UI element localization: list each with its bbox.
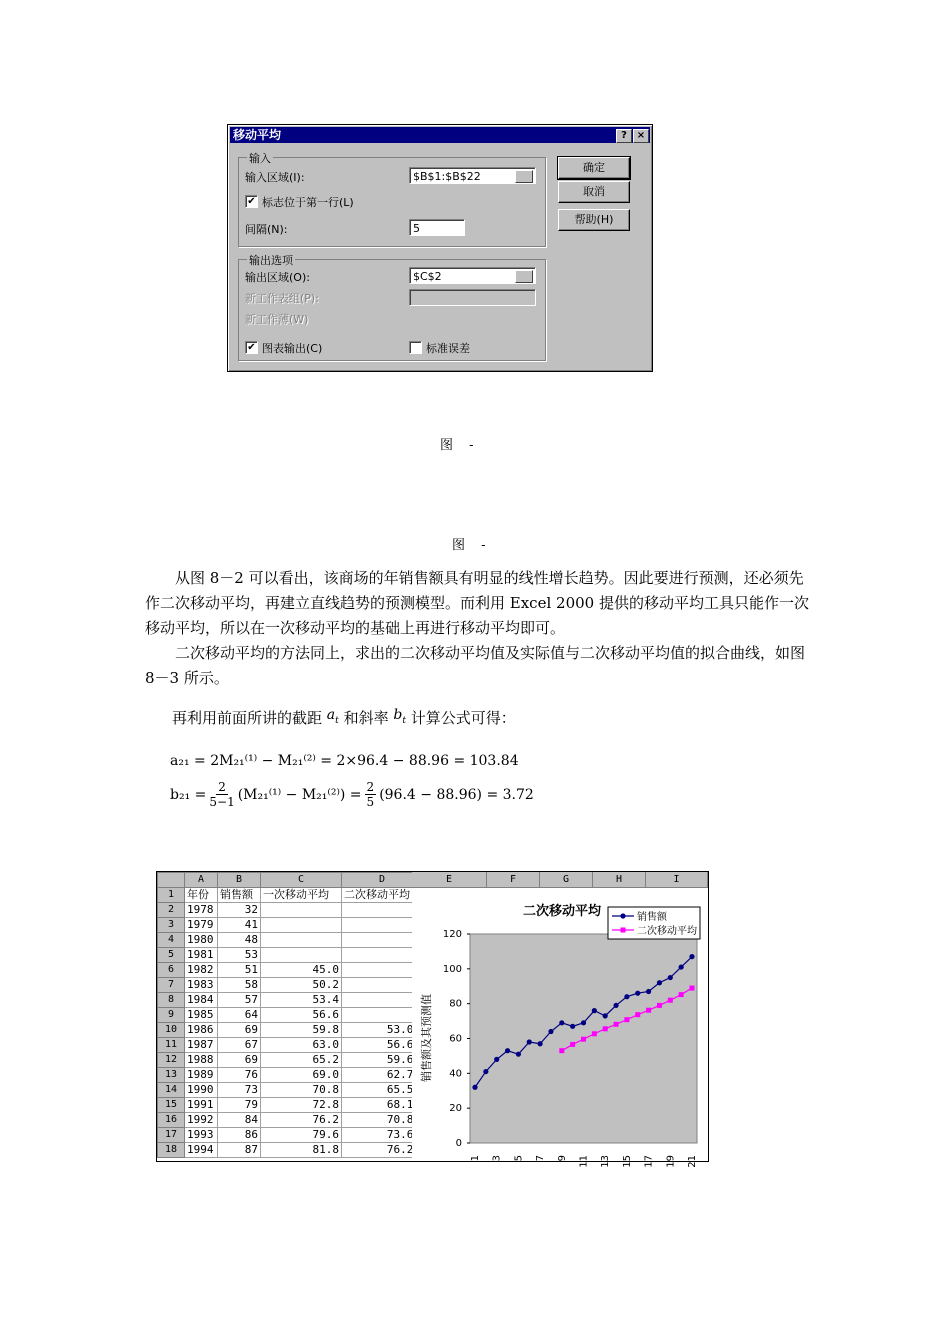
cell[interactable]: 79.6 [261, 1128, 342, 1143]
column-header-H[interactable]: H [593, 872, 646, 887]
cell[interactable]: 一次移动平均 [261, 888, 342, 903]
chart-title: 二次移动平均 [522, 904, 602, 919]
column-header-A[interactable]: A [185, 873, 218, 888]
data-point [646, 1008, 651, 1013]
help-icon[interactable]: ? [616, 129, 632, 143]
ok-button[interactable]: 确定 [558, 157, 630, 179]
cell[interactable]: 63.0 [261, 1038, 342, 1053]
data-point [624, 1017, 629, 1022]
fraction-2: $\frac{2}{5}$ [366, 780, 375, 809]
cell[interactable]: 53 [218, 948, 261, 963]
table-row [158, 1038, 423, 1053]
cell[interactable]: 1979 [185, 918, 218, 933]
cell[interactable]: 1978 [185, 903, 218, 918]
x-tick-label: 7 [535, 1155, 547, 1162]
column-header-B[interactable]: B [218, 873, 261, 888]
cell[interactable]: 56.60 [342, 1038, 423, 1053]
symbol-a: $a_t$ [326, 707, 339, 726]
cell[interactable]: 70.80 [342, 1113, 423, 1128]
table-row [158, 948, 423, 963]
cell[interactable]: 1983 [185, 978, 218, 993]
y-tick-label: 80 [449, 998, 462, 1010]
table-row [158, 1113, 423, 1128]
cell[interactable]: 1991 [185, 1098, 218, 1113]
moving-average-dialog [227, 124, 653, 372]
data-point [538, 1041, 543, 1046]
cell[interactable] [261, 948, 342, 963]
cell[interactable]: 二次移动平均 [342, 888, 423, 903]
table-row [158, 903, 423, 918]
cell[interactable]: 81.8 [261, 1143, 342, 1158]
data-point [646, 989, 651, 994]
cell[interactable]: 65.2 [261, 1053, 342, 1068]
x-tick-label: 13 [600, 1155, 612, 1168]
table-row [158, 978, 423, 993]
cell[interactable]: 62.72 [342, 1068, 423, 1083]
chart-output-checkbox[interactable]: ✔ [245, 341, 258, 354]
dialog-title-bar [230, 127, 650, 143]
row-header[interactable]: 2 [158, 903, 185, 918]
std-error-label: 标准误差 [426, 342, 470, 355]
input-group [238, 152, 546, 247]
formula-b21-lhs: b₂₁ = [170, 786, 207, 803]
cell[interactable]: 45.0 [261, 963, 342, 978]
cell[interactable]: 1994 [185, 1143, 218, 1158]
cell[interactable] [261, 933, 342, 948]
p3-text-a: 再利用前面所讲的截距 [172, 709, 323, 727]
formula-b21-mid: (M₂₁⁽¹⁾ − M₂₁⁽²⁾) = [237, 786, 362, 803]
formula-a21: a₂₁ = 2M₂₁⁽¹⁾ − M₂₁⁽²⁾ = 2×96.4 − 88.96 = 103.84 [170, 753, 519, 769]
cell[interactable]: 64 [218, 1008, 261, 1023]
cell[interactable]: 73.68 [342, 1128, 423, 1143]
cell[interactable] [261, 918, 342, 933]
dialog-title: 移动平均 [233, 128, 282, 142]
data-point [624, 994, 629, 999]
cell[interactable] [261, 903, 342, 918]
input-range-field[interactable] [409, 167, 536, 184]
cell[interactable]: 1986 [185, 1023, 218, 1038]
row-header[interactable]: 16 [158, 1113, 185, 1128]
data-point [657, 980, 662, 985]
cell[interactable] [342, 933, 423, 948]
cell[interactable]: 1988 [185, 1053, 218, 1068]
data-point [603, 1026, 608, 1031]
table-row [158, 1083, 423, 1098]
data-point [679, 964, 684, 969]
select-all-cell[interactable] [158, 873, 185, 888]
data-point [603, 1013, 608, 1018]
x-tick-label: 3 [491, 1155, 503, 1162]
legend-label: 销售额 [637, 912, 667, 923]
row-header[interactable]: 15 [158, 1098, 185, 1113]
input-range-value: $B$1:$B$22 [413, 170, 481, 183]
column-header-C[interactable]: C [261, 873, 342, 888]
cell[interactable]: 年份 [185, 888, 218, 903]
cell[interactable]: 56.6 [261, 1008, 342, 1023]
cell[interactable]: 76 [218, 1068, 261, 1083]
row-header[interactable]: 14 [158, 1083, 185, 1098]
cell[interactable]: 50.2 [261, 978, 342, 993]
table-row [158, 1023, 423, 1038]
column-header-I[interactable]: I [646, 872, 708, 887]
legend-marker [621, 928, 626, 933]
table-row [158, 1008, 423, 1023]
new-worksheet-field[interactable] [409, 289, 536, 306]
input-group-label: 输入 [249, 152, 271, 165]
collapse-dialog-icon[interactable] [515, 270, 533, 283]
table-row [158, 933, 423, 948]
x-tick-label: 17 [643, 1155, 655, 1168]
cell[interactable]: 68.16 [342, 1098, 423, 1113]
output-range-field[interactable] [409, 267, 536, 284]
cell[interactable]: 1990 [185, 1083, 218, 1098]
cell[interactable]: 53.00 [342, 1023, 423, 1038]
spreadsheet [156, 871, 709, 1168]
output-range-label: 输出区域(O): [245, 271, 310, 284]
data-point [635, 991, 640, 996]
cell[interactable]: 65.56 [342, 1083, 423, 1098]
x-tick-label: 1 [470, 1155, 481, 1162]
cell[interactable]: 48 [218, 933, 261, 948]
x-tick-label: 21 [687, 1155, 698, 1168]
new-worksheet-label: 新工作表组(P): [245, 292, 319, 305]
data-point [527, 1039, 532, 1044]
row-header[interactable]: 3 [158, 918, 185, 933]
figure-caption-2: 图 - [452, 538, 492, 553]
cell[interactable] [342, 978, 423, 993]
row-header[interactable]: 6 [158, 963, 185, 978]
cell[interactable] [342, 918, 423, 933]
cell[interactable]: 73 [218, 1083, 261, 1098]
data-point [505, 1048, 510, 1053]
column-headers-right [412, 872, 708, 888]
formula-b21-rhs: (96.4 − 88.96) = 3.72 [379, 786, 534, 803]
row-header[interactable]: 9 [158, 1008, 185, 1023]
cell[interactable]: 69 [218, 1053, 261, 1068]
labels-first-row-label: 标志位于第一行(L) [262, 196, 354, 209]
x-tick-label: 19 [665, 1155, 677, 1168]
cell[interactable]: 58 [218, 978, 261, 993]
interval-value: 5 [413, 222, 420, 235]
interval-label: 间隔(N): [245, 223, 288, 236]
cell[interactable]: 1987 [185, 1038, 218, 1053]
data-point [657, 1003, 662, 1008]
row-header[interactable]: 8 [158, 993, 185, 1008]
column-header-D[interactable]: D [342, 873, 423, 888]
cell[interactable] [342, 1008, 423, 1023]
output-range-value: $C$2 [413, 270, 442, 283]
data-point [679, 992, 684, 997]
data-point [581, 1037, 586, 1042]
row-header[interactable]: 7 [158, 978, 185, 993]
cell[interactable]: 76.2 [261, 1113, 342, 1128]
row-header[interactable]: 10 [158, 1023, 185, 1038]
cell[interactable] [342, 948, 423, 963]
collapse-dialog-icon[interactable] [515, 170, 533, 183]
data-point [690, 986, 695, 991]
figure-caption-1: 图 - [440, 438, 480, 453]
cell[interactable]: 57 [218, 993, 261, 1008]
p3-text-b: 和斜率 [343, 709, 389, 727]
cell[interactable]: 销售额 [218, 888, 261, 903]
cell[interactable]: 53.4 [261, 993, 342, 1008]
row-header[interactable]: 5 [158, 948, 185, 963]
row-header[interactable]: 18 [158, 1143, 185, 1158]
y-tick-label: 20 [449, 1103, 462, 1115]
table-row [158, 918, 423, 933]
cell[interactable]: 1993 [185, 1128, 218, 1143]
cell[interactable]: 84 [218, 1113, 261, 1128]
data-point [614, 1022, 619, 1027]
data-point [592, 1031, 597, 1036]
std-error-checkbox[interactable] [409, 341, 422, 354]
cell[interactable]: 1989 [185, 1068, 218, 1083]
cell[interactable]: 1982 [185, 963, 218, 978]
column-header-F[interactable]: F [487, 872, 540, 887]
cancel-button[interactable]: 取消 [558, 181, 630, 203]
cell[interactable]: 59.8 [261, 1023, 342, 1038]
row-header[interactable]: 13 [158, 1068, 185, 1083]
help-button[interactable]: 帮助(H) [558, 209, 630, 231]
data-point [494, 1057, 499, 1062]
data-point [559, 1048, 564, 1053]
data-point [548, 1029, 553, 1034]
paragraph-3 [172, 703, 812, 734]
paragraph-2: 二次移动平均的方法同上，求出的二次移动平均值及实际值与二次移动平均值的拟合曲线，如图 8－3 所示。 [145, 644, 806, 687]
cell[interactable] [342, 963, 423, 978]
symbol-b: $b_t$ [393, 707, 406, 726]
cell[interactable]: 79 [218, 1098, 261, 1113]
data-point [635, 1012, 640, 1017]
cell[interactable]: 76.24 [342, 1143, 423, 1158]
cell[interactable]: 70.8 [261, 1083, 342, 1098]
x-tick-label: 11 [578, 1155, 590, 1168]
cell[interactable]: 69 [218, 1023, 261, 1038]
cell[interactable]: 59.60 [342, 1053, 423, 1068]
labels-first-row-checkbox[interactable]: ✔ [245, 195, 258, 208]
data-point [570, 1024, 575, 1029]
data-point [516, 1052, 521, 1057]
data-point [613, 1003, 618, 1008]
table-row [158, 1053, 423, 1068]
data-point [581, 1020, 586, 1025]
p3-text-c: 计算公式可得： [410, 709, 516, 727]
cell[interactable]: 72.8 [261, 1098, 342, 1113]
formula-b21 [170, 780, 534, 809]
y-axis-label: 销售额及其预测值 [420, 994, 433, 1082]
moving-average-chart [412, 888, 707, 1168]
table-row [158, 963, 423, 978]
cell[interactable]: 41 [218, 918, 261, 933]
table-row [158, 1128, 423, 1143]
data-point [592, 1008, 597, 1013]
data-point [570, 1042, 575, 1047]
cell[interactable]: 67 [218, 1038, 261, 1053]
data-point [472, 1085, 477, 1090]
cell[interactable]: 69.0 [261, 1068, 342, 1083]
data-point [668, 998, 673, 1003]
cell[interactable]: 1984 [185, 993, 218, 1008]
cell[interactable]: 32 [218, 903, 261, 918]
row-header[interactable]: 17 [158, 1128, 185, 1143]
data-point [483, 1069, 488, 1074]
table-row [158, 1068, 423, 1083]
cell[interactable]: 1985 [185, 1008, 218, 1023]
x-tick-label: 9 [556, 1155, 568, 1162]
chart-output-label: 图表输出(C) [262, 342, 323, 355]
row-header[interactable]: 11 [158, 1038, 185, 1053]
column-header-G[interactable]: G [540, 872, 593, 887]
output-group [238, 254, 546, 361]
cell[interactable]: 86 [218, 1128, 261, 1143]
fraction-1: $\frac{2}{5-1}$ [209, 780, 235, 809]
y-tick-label: 60 [449, 1033, 462, 1045]
table-row [158, 1098, 423, 1113]
new-workbook-label: 新工作薄(W) [245, 313, 309, 326]
data-point [559, 1020, 564, 1025]
cell[interactable] [342, 993, 423, 1008]
cell[interactable]: 1981 [185, 948, 218, 963]
row-header[interactable]: 12 [158, 1053, 185, 1068]
row-header[interactable]: 4 [158, 933, 185, 948]
x-tick-label: 15 [621, 1155, 633, 1168]
legend-label: 二次移动平均 [637, 926, 697, 937]
y-tick-label: 40 [449, 1068, 462, 1080]
data-point [689, 954, 694, 959]
data-point [668, 975, 673, 980]
input-range-label: 输入区域(I): [245, 171, 305, 184]
cell[interactable]: 1992 [185, 1113, 218, 1128]
cell[interactable]: 87 [218, 1143, 261, 1158]
interval-field[interactable] [409, 219, 465, 236]
legend-marker [620, 913, 625, 918]
paragraph-1: 从图 8－2 可以看出，该商场的年销售额具有明显的线性增长趋势。因此要进行预测，还必须先作二次移动平均，再建立直线趋势的预测模型。而利用 Excel 2000 提供的移动平均工具只能作一次移动平均，所以在一次移动平均的基础上再进行移动平均即可。 [145, 569, 809, 637]
close-icon[interactable]: × [633, 129, 649, 143]
cell[interactable] [342, 903, 423, 918]
spreadsheet-grid [157, 872, 423, 1158]
table-row [158, 1143, 423, 1158]
cell[interactable]: 51 [218, 963, 261, 978]
y-tick-label: 0 [455, 1138, 462, 1149]
y-tick-label: 100 [442, 963, 462, 975]
y-tick-label: 120 [442, 929, 462, 940]
row-header[interactable]: 1 [158, 888, 185, 903]
x-tick-label: 5 [513, 1155, 525, 1162]
output-group-label: 输出选项 [249, 254, 293, 267]
column-header-E[interactable]: E [412, 872, 487, 887]
table-row [158, 993, 423, 1008]
cell[interactable]: 1980 [185, 933, 218, 948]
table-row [158, 888, 423, 903]
